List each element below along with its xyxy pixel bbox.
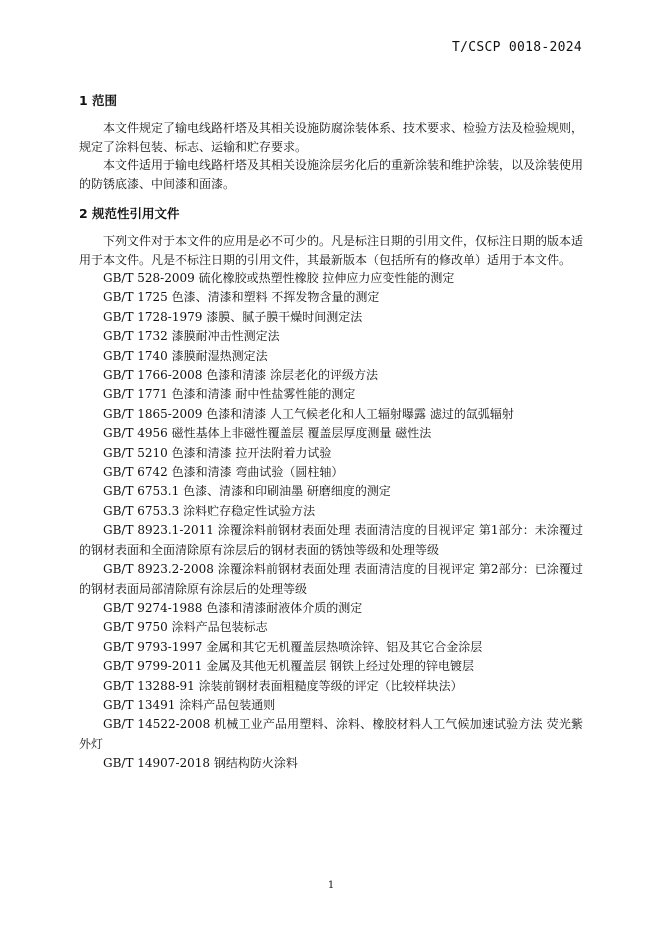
section-2-heading: 2 规范性引用文件 [79,206,180,221]
reference-item: GB/T 1732 漆膜耐冲击性测定法 [103,329,280,344]
reference-item: GB/T 1740 漆膜耐湿热测定法 [103,348,268,363]
reference-item: GB/T 14907-2018 钢结构防火涂料 [103,756,298,771]
reference-item: GB/T 14522-2008 机械工业产品用塑料、涂料、橡胶材料人工气候加速试验方法 荧光紫外灯 [79,717,583,751]
reference-item: GB/T 6753.3 涂料贮存稳定性试验方法 [103,503,316,518]
reference-item: GB/T 1725 色漆、清漆和塑料 不挥发物含量的测定 [103,290,380,305]
document-code: T/CSCP 0018-2024 [451,40,582,55]
reference-item: GB/T 9793-1997 金属和其它无机覆盖层热喷涂锌、铝及其它合金涂层 [103,639,483,654]
reference-item: GB/T 4956 磁性基体上非磁性覆盖层 覆盖层厚度测量 磁性法 [103,426,432,441]
document-body [79,90,583,774]
reference-item: GB/T 13491 涂料产品包装通则 [103,697,276,712]
reference-item: GB/T 1728-1979 漆膜、腻子膜干燥时间测定法 [103,309,363,324]
reference-item: GB/T 8923.2-2008 涂覆涂料前钢材表面处理 表面清洁度的目视评定 第2部分：已涂覆过的钢材表面局部清除原有涂层后的处理等级 [79,562,583,596]
page-number: 1 [327,880,335,891]
reference-item: GB/T 9750 涂料产品包装标志 [103,620,268,635]
scope-paragraph-1: 本文件规定了输电线路杆塔及其相关设施防腐涂装体系、技术要求、检验方法及检验规则，规定了涂料包装、标志、运输和贮存要求。 [79,121,584,154]
section-1-heading: 1 范围 [79,93,118,108]
reference-item: GB/T 528-2009 硫化橡胶或热塑性橡胶 拉伸应力应变性能的测定 [103,271,455,285]
reference-item: GB/T 6753.1 色漆、清漆和印刷油墨 研磨细度的测定 [103,484,391,499]
reference-item: GB/T 9274-1988 色漆和清漆耐液体介质的测定 [103,600,363,615]
reference-item: GB/T 9799-2011 金属及其他无机覆盖层 钢铁上经过处理的锌电镀层 [103,659,475,674]
reference-item: GB/T 13288-91 涂装前钢材表面粗糙度等级的评定（比较样块法） [103,678,463,693]
reference-list [79,269,583,774]
references-intro: 下列文件对于本文件的应用是必不可少的。凡是标注日期的引用文件，仅标注日期的版本适用于本文件。凡是不标注日期的引用文件，其最新版本（包括所有的修改单）适用于本文件。 [79,234,584,267]
reference-item: GB/T 1865-2009 色漆和清漆 人工气候老化和人工辐射曝露 滤过的氙弧辐射 [103,406,514,421]
reference-item: GB/T 6742 色漆和清漆 弯曲试验（圆柱轴） [103,465,344,480]
reference-item: GB/T 1766-2008 色漆和清漆 涂层老化的评级方法 [103,368,379,383]
reference-item: GB/T 5210 色漆和清漆 拉开法附着力试验 [103,445,332,460]
reference-item: GB/T 1771 色漆和清漆 耐中性盐雾性能的测定 [103,387,356,402]
scope-paragraph-2: 本文件适用于输电线路杆塔及其相关设施涂层劣化后的重新涂装和维护涂装，以及涂装使用的防锈底漆、中间漆和面漆。 [79,158,584,191]
reference-item: GB/T 8923.1-2011 涂覆涂料前钢材表面处理 表面清洁度的目视评定 第1部分：未涂覆过的钢材表面和全面清除原有涂层后的钢材表面的锈蚀等级和处理等级 [79,523,583,557]
